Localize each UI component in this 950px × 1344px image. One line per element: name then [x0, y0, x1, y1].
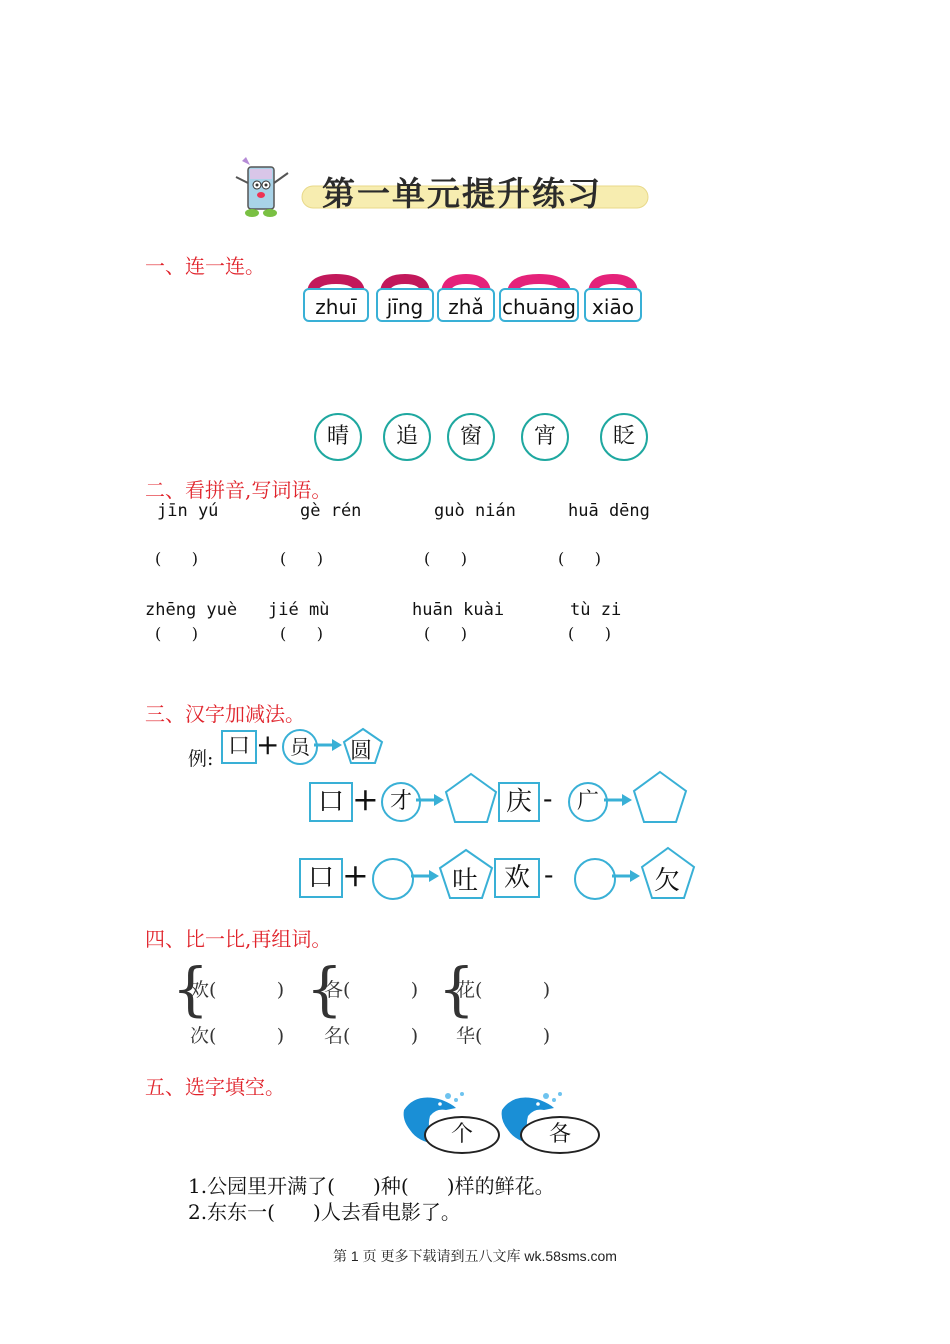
pinyin-label: xiāo: [592, 295, 634, 319]
answer-pentagon[interactable]: [444, 772, 498, 824]
answer-blank[interactable]: ( ): [424, 624, 467, 643]
minus-sign: -: [543, 782, 553, 815]
operand-result: 吐: [452, 866, 479, 896]
compare-item[interactable]: 欢( ): [190, 979, 285, 1001]
arrow-icon: [604, 792, 634, 808]
phone-card: [437, 270, 495, 322]
arrow-icon: [314, 737, 344, 753]
phone-card: [376, 270, 434, 322]
brace: {: [438, 955, 475, 1023]
pinyin-word: jīn yú: [157, 501, 219, 521]
plus-sign: +: [256, 728, 280, 761]
compare-item[interactable]: 次( ): [190, 1025, 285, 1047]
pinyin-label: chuāng: [502, 295, 576, 319]
section-4-heading: 四、比一比,再组词。: [145, 927, 332, 951]
phone-card: [303, 270, 369, 322]
option-bubble[interactable]: 个: [424, 1116, 500, 1154]
pinyin-label: zhuī: [315, 295, 357, 319]
pinyin-label: jīng: [386, 295, 424, 319]
page-footer: 第 1 页 更多下载请到五八文库 wk.58sms.com: [333, 1248, 617, 1264]
answer-circle[interactable]: [372, 858, 414, 900]
phone-card: [499, 270, 579, 322]
plus-sign: +: [352, 780, 379, 818]
section-1-heading: 一、连一连。: [145, 254, 265, 278]
pinyin-word: huān kuài: [412, 600, 505, 620]
operand-result: 欠: [654, 866, 681, 896]
question-1[interactable]: 1.公园里开满了( )种( )样的鲜花。: [188, 1174, 555, 1198]
pinyin-word: gè rén: [300, 501, 362, 521]
operand-circle: 广: [568, 782, 608, 822]
compare-item[interactable]: 华( ): [456, 1025, 551, 1047]
operand-square: 庆: [498, 782, 540, 822]
character-circle[interactable]: 追: [383, 413, 431, 461]
pinyin-word: huā dēng: [568, 501, 650, 521]
character-circle[interactable]: 晴: [314, 413, 362, 461]
example-result: 圆: [350, 739, 373, 764]
character-circle[interactable]: 眨: [600, 413, 648, 461]
operand-square: 口: [299, 858, 343, 898]
pinyin-word: guò nián: [434, 501, 516, 521]
book-mascot-icon: [228, 155, 300, 223]
minus-sign: -: [544, 858, 554, 891]
answer-blank[interactable]: ( ): [280, 624, 323, 643]
question-2[interactable]: 2.东东一( )人去看电影了。: [188, 1200, 461, 1224]
answer-blank[interactable]: ( ): [155, 624, 198, 643]
compare-item[interactable]: 各( ): [324, 979, 419, 1001]
example-circle: 员: [282, 729, 318, 765]
answer-blank[interactable]: ( ): [558, 549, 601, 568]
section-2-heading: 二、看拼音,写词语。: [145, 478, 332, 502]
phone-card: [584, 270, 642, 322]
brace: {: [172, 955, 209, 1023]
plus-sign: +: [342, 856, 369, 894]
operand-square: 口: [309, 782, 353, 822]
example-square: 口: [221, 730, 257, 764]
arrow-icon: [411, 868, 441, 884]
pinyin-word: zhēng yuè: [145, 600, 238, 620]
answer-blank[interactable]: ( ): [568, 624, 611, 643]
operand-circle: 才: [381, 782, 421, 822]
example-label: 例:: [188, 748, 214, 770]
operand-square: 欢: [494, 858, 540, 898]
page-title: 第一单元提升练习: [322, 174, 602, 213]
character-circle[interactable]: 宵: [521, 413, 569, 461]
section-5-heading: 五、选字填空。: [145, 1075, 285, 1099]
pinyin-word: tù zi: [570, 600, 622, 620]
compare-item[interactable]: 名( ): [324, 1025, 419, 1047]
pinyin-label: zhǎ: [448, 295, 484, 319]
pinyin-word: jié mù: [268, 600, 330, 620]
character-circle[interactable]: 窗: [447, 413, 495, 461]
answer-pentagon[interactable]: [632, 770, 688, 824]
compare-item[interactable]: 花( ): [456, 979, 551, 1001]
answer-blank[interactable]: ( ): [155, 549, 198, 568]
answer-blank[interactable]: ( ): [280, 549, 323, 568]
brace: {: [306, 955, 343, 1023]
answer-blank[interactable]: ( ): [424, 549, 467, 568]
option-bubble[interactable]: 各: [520, 1116, 600, 1154]
arrow-icon: [416, 792, 446, 808]
answer-circle[interactable]: [574, 858, 616, 900]
arrow-icon: [612, 868, 642, 884]
section-3-heading: 三、汉字加减法。: [145, 702, 305, 726]
